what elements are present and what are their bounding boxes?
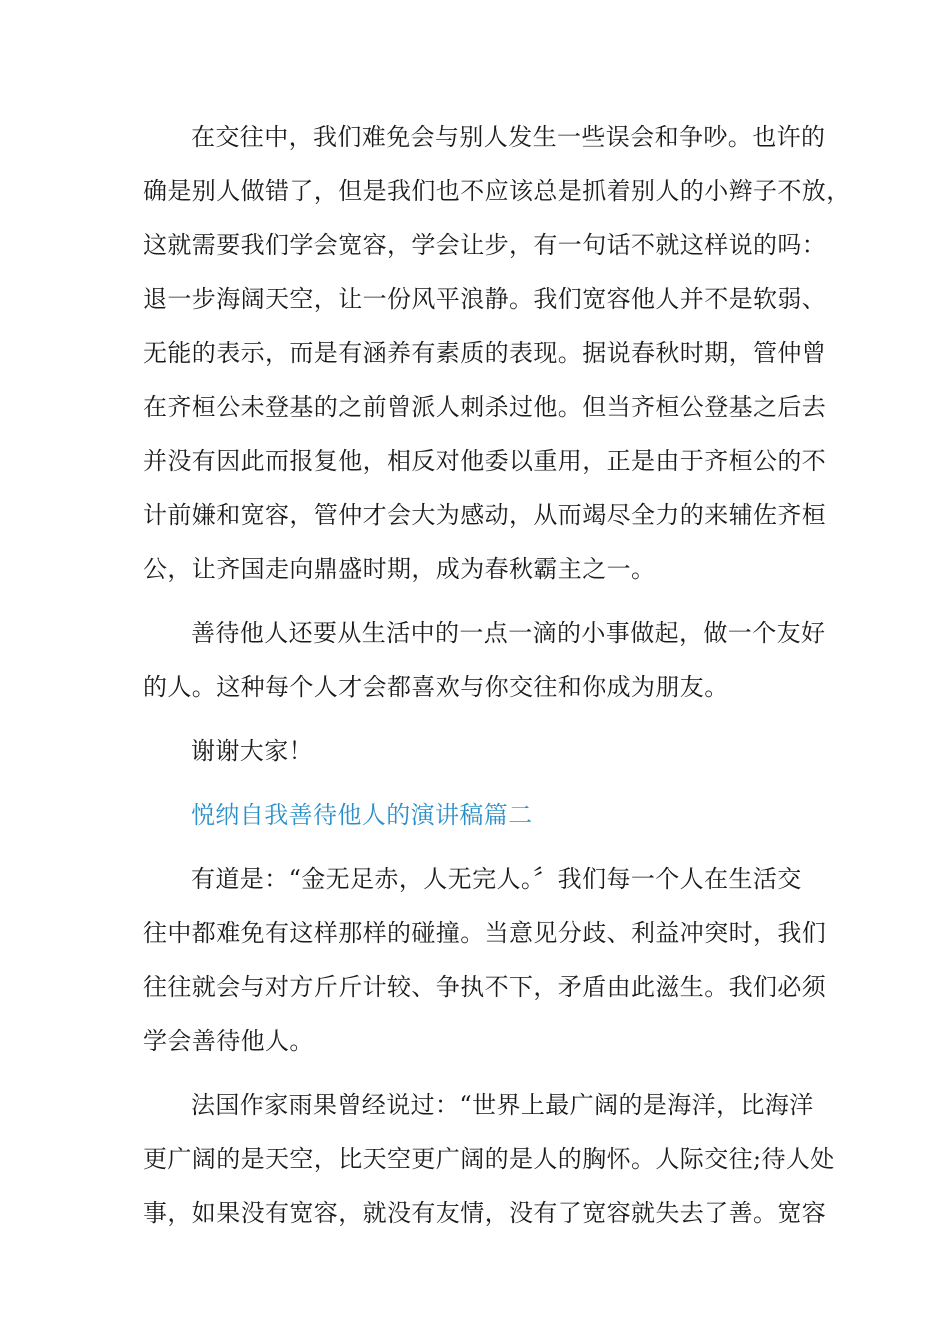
paragraph-hugo-quote (143, 1078, 835, 1240)
heading-text: 悦纳自我善待他人的演讲稿篇二 (191, 801, 533, 829)
text-line: 无能的表示，而是有涵养有素质的表现。据说春秋时期，管仲曾 (143, 339, 827, 367)
section-heading (143, 788, 810, 842)
text-line: 法国作家雨果曾经说过：“世界上最广阔的是海洋，比海洋 (191, 1091, 814, 1119)
text-line: 有道是：“金无足赤，人无完人。〞我们每一个人在生活交 (191, 865, 802, 893)
text-line: 善待他人还要从生活中的一点一滴的小事做起，做一个友好 (191, 619, 826, 647)
text-line: 并没有因此而报复他，相反对他委以重用，正是由于齐桓公的不 (143, 447, 827, 475)
text-line: 计前嫌和宽容，管仲才会大为感动，从而竭尽全力的来辅佐齐桓 (143, 501, 827, 529)
text-line: 事，如果没有宽容，就没有友情，没有了宽容就失去了善。宽容 (143, 1199, 827, 1227)
text-line: 往中都难免有这样那样的碰撞。当意见分歧、利益冲突时，我们 (143, 919, 827, 947)
paragraph-no-one-perfect (143, 852, 827, 1068)
text-line: 退一步海阔天空，让一份风平浪静。我们宽容他人并不是软弱、 (143, 285, 827, 313)
text-line: 在齐桓公未登基的之前曾派人刺杀过他。但当齐桓公登基之后去 (143, 393, 827, 421)
text-line: 这就需要我们学会宽容，学会让步，有一句话不就这样说的吗： (143, 231, 827, 259)
paragraph-tolerance (143, 110, 851, 596)
paragraph-small-things (143, 606, 826, 714)
text-line: 学会善待他人。 (143, 1027, 314, 1055)
text-line: 公，让齐国走向鼎盛时期，成为春秋霸主之一。 (143, 555, 656, 583)
text-line: 谢谢大家！ (191, 737, 313, 765)
text-line: 确是别人做错了，但是我们也不应该总是抓着别人的小辫子不放， (143, 177, 851, 205)
text-line: 在交往中，我们难免会与别人发生一些误会和争吵。也许的 (191, 123, 826, 151)
text-line: 的人。这种每个人才会都喜欢与你交往和你成为朋友。 (143, 673, 729, 701)
document-page (143, 110, 851, 1240)
paragraph-thanks (143, 724, 810, 778)
text-line: 往往就会与对方斤斤计较、争执不下，矛盾由此滋生。我们必须 (143, 973, 827, 1001)
text-line: 更广阔的是天空，比天空更广阔的是人的胸怀。人际交往;待人处 (143, 1145, 835, 1173)
